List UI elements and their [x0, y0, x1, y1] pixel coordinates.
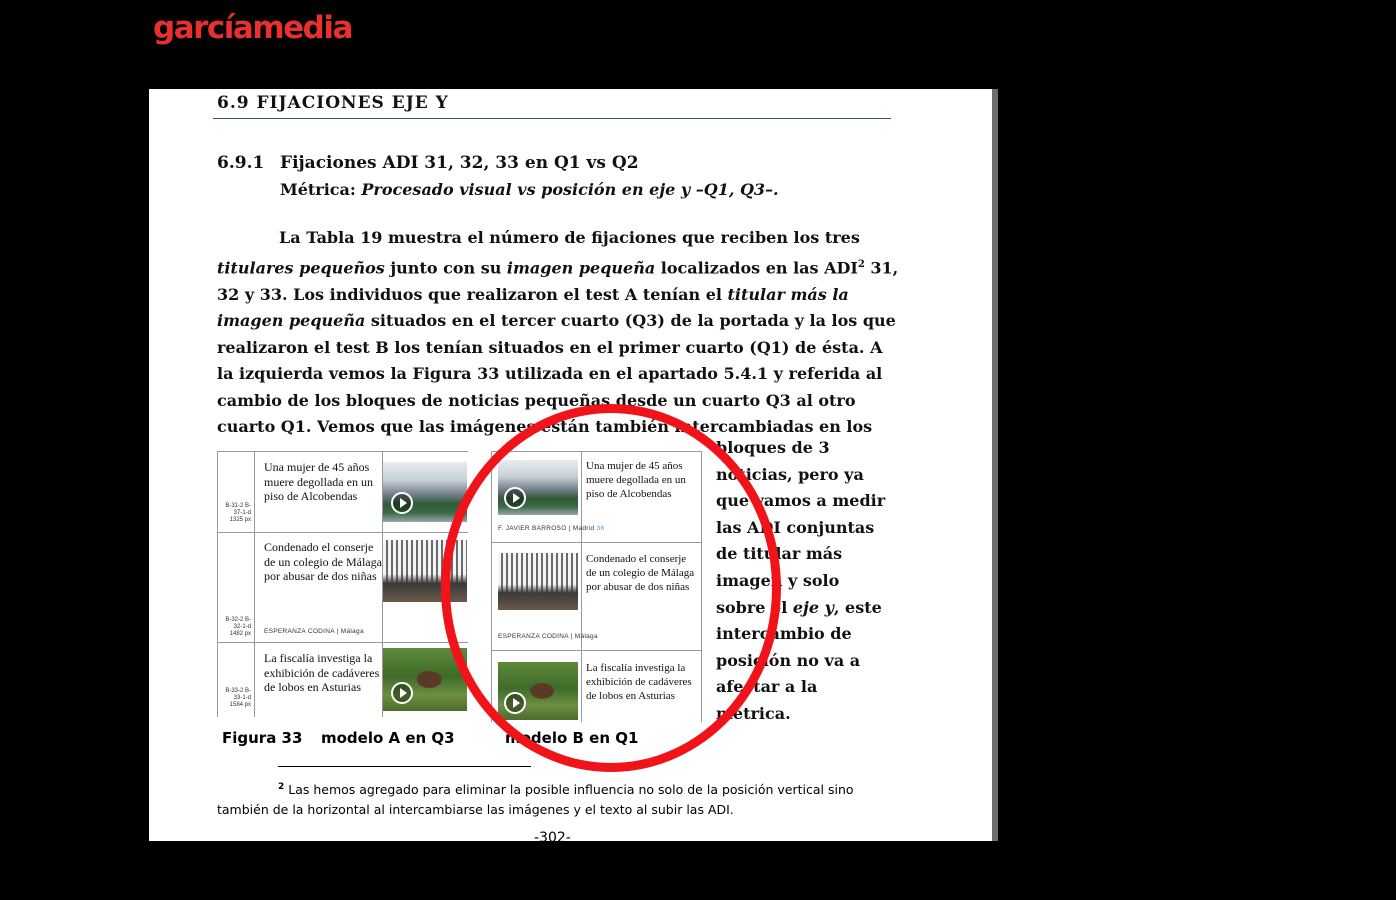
news-block — [218, 532, 468, 642]
para-text: 32 y 33. Los individuos que realizaron el test A tenían el — [217, 284, 728, 304]
para-text: junto con su — [384, 257, 507, 277]
para-italic: titular más la — [727, 284, 849, 304]
para-line: cambio de los bloques de noticias pequeñas desde un cuarto Q3 al otro — [217, 390, 856, 410]
side-line: que vamos a medir — [716, 491, 886, 511]
side-line — [716, 595, 885, 622]
para-line: realizaron el test B los tenían situados en el primer cuarto (Q1) de ésta. A — [217, 337, 883, 357]
figure-model-a — [217, 451, 468, 717]
byline-text: F. JAVIER BARROSO | Madrid — [498, 525, 595, 532]
para-italic: titulares pequeños — [217, 257, 385, 277]
play-icon — [504, 487, 526, 509]
headline: Una mujer de 45 años muere degollada en un piso de Alcobendas — [586, 460, 686, 500]
byline: ESPERANZA CODINA | Málaga — [498, 633, 598, 640]
footnote-ref[interactable]: 2 — [857, 258, 865, 270]
play-icon — [504, 692, 526, 714]
section-heading: 6.9 FIJACIONES EJE Y — [217, 93, 449, 113]
page-shadow — [992, 89, 998, 841]
side-text — [716, 435, 885, 728]
side-line: noticias, pero ya — [716, 464, 864, 484]
metric-label: Métrica: — [280, 180, 362, 199]
adi-label: B-31-2 B-37-1-d 1325 px — [225, 503, 251, 523]
side-line: de titular más — [716, 544, 843, 564]
news-photo — [498, 662, 578, 720]
play-icon — [391, 682, 413, 704]
footnote-text: Las hemos agregado para eliminar la posible influencia no solo de la posición vertical sino — [284, 782, 854, 798]
news-photo — [498, 553, 578, 610]
body-paragraph — [217, 225, 897, 441]
para-italic: imagen pequeña — [506, 257, 656, 277]
para-line — [217, 308, 897, 335]
para-line: la izquierda vemos la Figura 33 utilizada en el apartado 5.4.1 y referida al — [217, 364, 883, 384]
byline — [498, 522, 604, 536]
news-block — [218, 452, 468, 532]
news-block — [492, 650, 702, 722]
news-photo — [383, 540, 467, 602]
adi-label: B-33-2 B-33-1-d 1584 px — [225, 688, 251, 708]
news-block — [218, 642, 468, 717]
headline: La fiscalía investiga la exhibición de cadáveres de lobos en Asturias — [586, 662, 692, 702]
para-line — [217, 282, 897, 309]
footnote — [217, 777, 897, 820]
news-block — [492, 452, 702, 542]
subsection-number: 6.9.1 — [217, 153, 265, 173]
headline: Una mujer de 45 años muere degollada en un piso de Alcobendas — [264, 460, 373, 503]
page-number: -302- — [534, 830, 571, 841]
side-line: imagen y solo — [716, 570, 840, 590]
garciamedia-logo[interactable]: garcíamedia — [153, 10, 352, 46]
headline: Condenado el conserje de un colegio de Málaga por abusar de dos niñas — [586, 553, 695, 593]
para-line: La Tabla 19 muestra el número de fijaciones que reciben los tres — [279, 228, 860, 247]
side-line: bloques de 3 — [716, 438, 830, 457]
news-block — [492, 542, 702, 650]
footnote-line — [217, 777, 897, 800]
figure-caption-model-b: modelo B en Q1 — [505, 729, 639, 747]
side-text-part: , este — [833, 597, 882, 617]
para-line: cuarto Q1. Vemos que las imágenes están también intercambiadas en los — [217, 417, 873, 437]
news-photo — [383, 462, 467, 522]
headline: Condenado el conserje de un colegio de Málaga por abusar de dos niñas — [264, 540, 382, 583]
footnote-marker: 2 — [278, 782, 285, 792]
section-rule — [213, 118, 891, 119]
metric-value: Procesado visual vs posición en eje y –Q1, Q3–. — [361, 180, 779, 199]
figure-caption-model-a: modelo A en Q3 — [321, 729, 455, 747]
byline: ESPERANZA CODINA | Málaga — [264, 628, 364, 635]
side-text-part: sobre el — [716, 597, 793, 617]
adi-label: B-32-2 B-32-1-d 1482 px — [225, 617, 251, 637]
subsection-title: Fijaciones ADI 31, 32, 33 en Q1 vs Q2 — [280, 153, 639, 173]
side-line: las ADI conjuntas — [716, 517, 875, 537]
para-line — [217, 252, 897, 282]
footnote-rule — [278, 766, 531, 767]
side-line: métrica. — [716, 703, 791, 723]
figure-model-b — [491, 451, 702, 722]
news-photo — [383, 648, 467, 711]
side-line: afectar a la — [716, 677, 818, 697]
news-photo — [498, 460, 578, 515]
footnote-line: también de la horizontal al intercambiarse las imágenes y el texto al subir las ADI. — [217, 802, 734, 818]
headline: La fiscalía investiga la exhibición de cadáveres de lobos en Asturias — [264, 651, 380, 694]
side-italic: eje y — [792, 597, 834, 617]
document-page — [149, 89, 992, 841]
metric-line — [280, 180, 779, 199]
side-line: posición no va a — [716, 650, 861, 670]
para-text: situados en el tercer cuarto (Q3) de la portada y la los que — [365, 311, 896, 331]
subsection-heading — [217, 153, 639, 173]
para-italic: imagen pequeña — [217, 311, 366, 331]
side-line: intercambio de — [716, 624, 852, 644]
play-icon — [391, 492, 413, 514]
para-text: localizados en las ADI — [655, 257, 858, 277]
figure-caption-label: Figura 33 — [222, 729, 303, 747]
comment-count[interactable]: 36 — [596, 525, 605, 532]
para-text: 31, — [864, 257, 899, 277]
